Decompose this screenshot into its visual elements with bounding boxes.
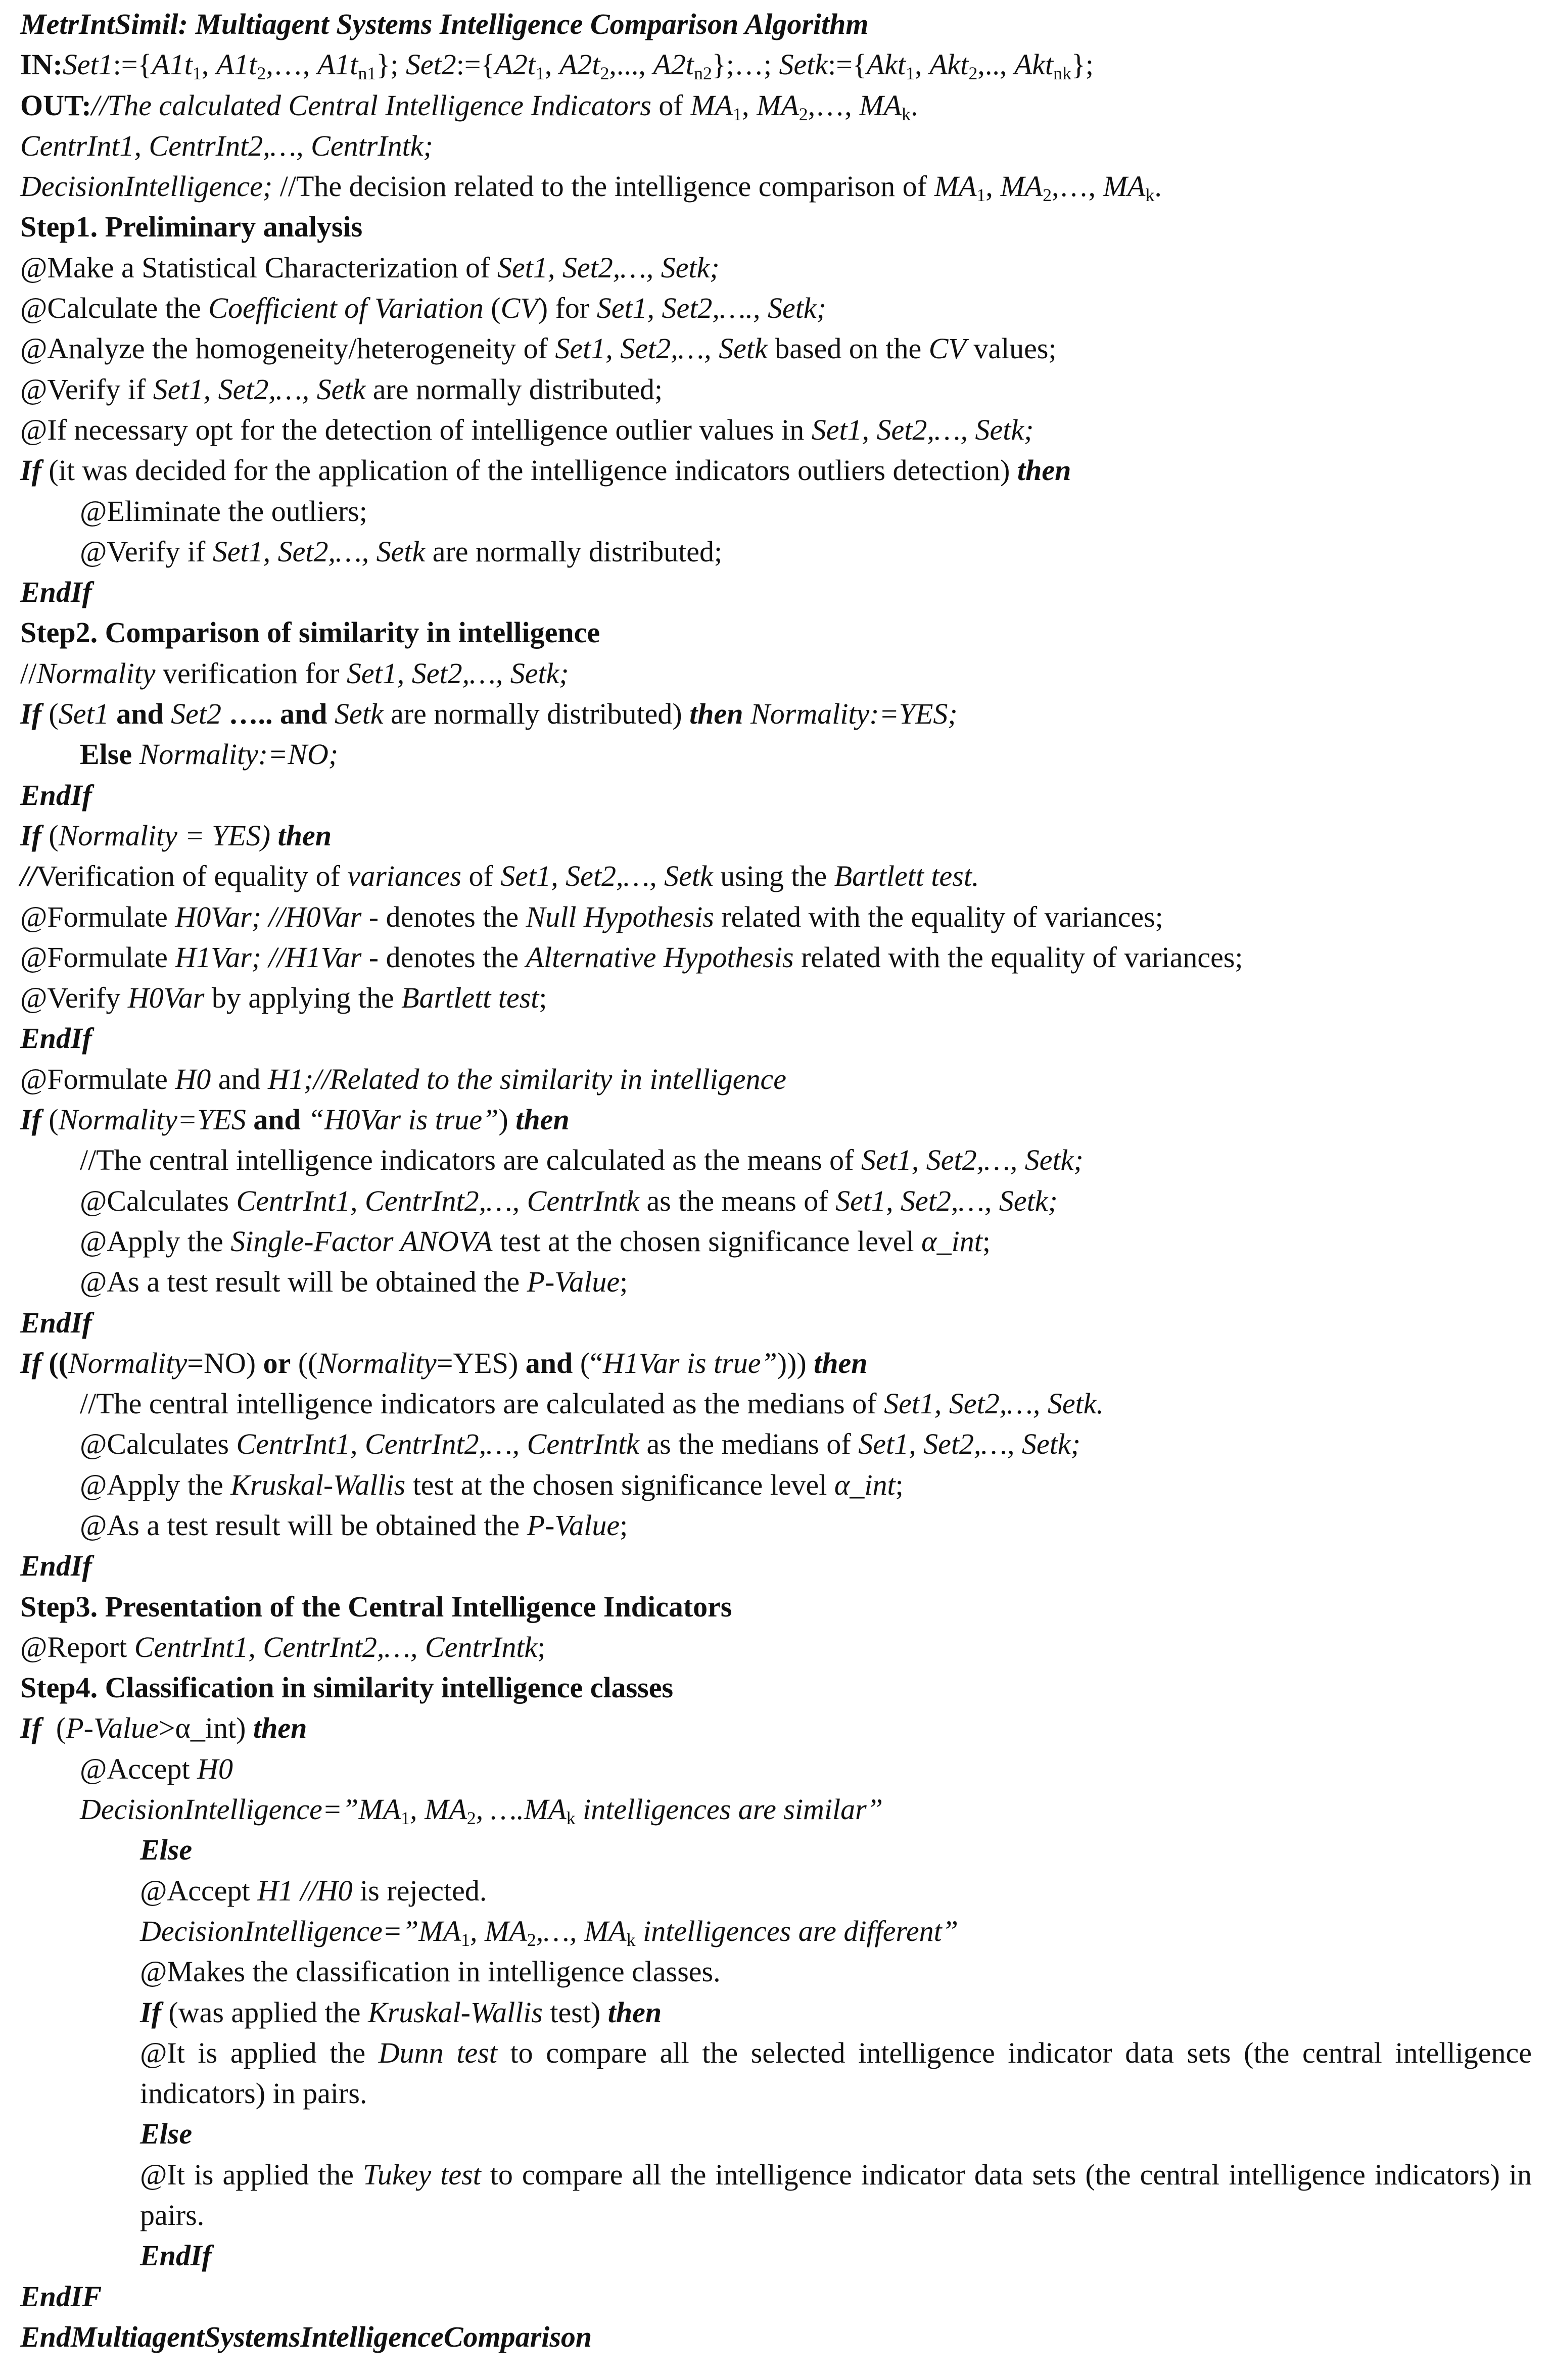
- step2-line-8: @Verify H0Var by applying the Bartlett test;: [20, 981, 547, 1015]
- step4-line-6: $DecisionIntelligence=”MA_1$, $MA_2,\dots$, $MA_k$ intelligences are different”: [140, 1914, 958, 1950]
- endif-upper: EndIF: [20, 2279, 102, 2313]
- step2-line-15: If ((Normality=NO) or ((Normality=YES) and (“H1Var is true”))) then: [20, 1346, 868, 1379]
- step1-if-line: If (it was decided for the application of the intelligence indicators outliers detection) then: [20, 454, 1071, 487]
- step4-line-3: $DecisionIntelligence=”MA_1$, $MA_2$, $\dots.MA_k$ intelligences are similar”: [80, 1793, 883, 1829]
- step2-line-12: @Calculates CentrInt1, CentrInt2,…, CentrIntk as the means of Set1, Set2,…, Setk;: [80, 1184, 1058, 1217]
- endif-2: EndIf: [20, 778, 92, 812]
- endif-6: EndIf: [140, 2239, 212, 2272]
- step4-heading: Step4. Classification in similarity intelligence classes: [20, 1671, 674, 1704]
- endif-3: EndIf: [20, 1022, 92, 1055]
- endif-5: EndIf: [20, 1549, 92, 1583]
- step2-line-14: @As a test result will be obtained the P-Value;: [80, 1265, 628, 1299]
- input-line: $IN:Set1:=\{A1t_1$, $A1t_2,\dots$, $A1t_{n1}$}; $Set2:=\{A2t_1$, $A2t_2$,..., $A2t_{n2}\};\dots$; Setk:={Akt$_1$, Akt$_2$,.., Akt$_{nk}$};: [20, 48, 1094, 84]
- step4-line-10: Else: [140, 2117, 193, 2151]
- step1-eliminate-line: @Eliminate the outliers;: [80, 494, 367, 528]
- step4-line-9: @It is applied the Dunn test to compare all the selected intelligence indicator data sets (the central intelligence indicators) in pairs.: [140, 2036, 1532, 2110]
- step1-line-5: @If necessary opt for the detection of intelligence outlier values in Set1, Set2,…, Setk;: [20, 413, 1034, 446]
- step2-line-19: @As a test result will be obtained the P-Value;: [80, 1508, 628, 1542]
- decision-line: DecisionIntelligence; //The decision related to the intelligence comparison of $MA_1$, $MA_2,\dots$, $MA_k$.: [20, 170, 1162, 206]
- step4-line-7: @Makes the classification in intelligence classes.: [140, 1955, 721, 1988]
- step2-line-5: //Verification of equality of variances of Set1, Set2,…, Setk using the Bartlett test.: [20, 860, 979, 893]
- endif-4: EndIf: [20, 1306, 92, 1339]
- algorithm-title: MetrIntSimil: Multiagent Systems Intelligence Comparison Algorithm: [20, 8, 869, 40]
- step2-line-13: @Apply the Single-Factor ANOVA test at the chosen significance level α_int;: [80, 1224, 991, 1258]
- step4-line-11: @It is applied the Tukey test to compare all the intelligence indicator data sets (the central intelligence indicators) in pairs.: [140, 2158, 1532, 2232]
- centrint-list: CentrInt1, CentrInt2,…, CentrIntk;: [20, 129, 433, 162]
- step4-line-2: @Accept H0: [80, 1752, 233, 1785]
- step2-line-7: @Formulate H1Var; //H1Var - denotes the Alternative Hypothesis related with the equality of variances;: [20, 940, 1243, 974]
- step1-verify-line: @Verify if Set1, Set2,…, Setk are normally distributed;: [80, 535, 723, 568]
- step2-line-2: If (Set1 and Set2 ….. and Setk are normally distributed) then Normality:=YES;: [20, 697, 958, 731]
- endif-1: EndIf: [20, 576, 92, 609]
- step2-line-4: If (Normality = YES) then: [20, 819, 332, 852]
- step3-heading: Step3. Presentation of the Central Intelligence Indicators: [20, 1590, 732, 1623]
- output-line: OUT://The calculated Central Intelligence Indicators of $MA_1$, $MA_2,\dots$, $MA_k$.: [20, 88, 918, 124]
- step2-line-16: //The central intelligence indicators are calculated as the medians of Set1, Set2,…, Setk.: [80, 1387, 1104, 1420]
- step2-heading: Step2. Comparison of similarity in intelligence: [20, 616, 600, 649]
- end-algorithm: EndMultiagentSystemsIntelligenceComparison: [20, 2320, 592, 2353]
- step2-line-17: @Calculates CentrInt1, CentrInt2,…, CentrIntk as the medians of Set1, Set2,…, Setk;: [80, 1427, 1080, 1461]
- step1-heading: Step1. Preliminary analysis: [20, 210, 363, 244]
- step2-line-1: //Normality verification for Set1, Set2,…, Setk;: [20, 656, 569, 690]
- step1-line-1: @Make a Statistical Characterization of Set1, Set2,…, Setk;: [20, 251, 720, 284]
- step1-line-3: @Analyze the homogeneity/heterogeneity of Set1, Set2,…, Setk based on the CV values;: [20, 332, 1057, 365]
- step3-line-1: @Report CentrInt1, CentrInt2,…, CentrIntk;: [20, 1630, 546, 1663]
- step2-line-6: @Formulate H0Var; //H0Var - denotes the Null Hypothesis related with the equality of variances;: [20, 900, 1163, 933]
- step4-line-4: Else: [140, 1833, 193, 1867]
- step4-line-5: @Accept H1 //H0 is rejected.: [140, 1874, 487, 1907]
- step1-line-4: @Verify if Set1, Set2,…, Setk are normally distributed;: [20, 372, 663, 406]
- step2-line-3: Else Normality:=NO;: [80, 738, 339, 771]
- step4-line-8: If (was applied the Kruskal-Wallis test) then: [140, 1995, 662, 2029]
- step2-line-9: @Formulate H0 and H1;//Related to the similarity in intelligence: [20, 1062, 786, 1096]
- step2-line-18: @Apply the Kruskal-Wallis test at the chosen significance level α_int;: [80, 1468, 904, 1501]
- step4-line-1: If (P-Value>α_int) then: [20, 1711, 307, 1745]
- step2-line-11: //The central intelligence indicators are calculated as the means of Set1, Set2,…, Setk;: [80, 1144, 1084, 1177]
- step2-line-10: If (Normality=YES and “H0Var is true”) then: [20, 1103, 570, 1136]
- step1-line-2: @Calculate the Coefficient of Variation (CV) for Set1, Set2,…., Setk;: [20, 292, 826, 325]
